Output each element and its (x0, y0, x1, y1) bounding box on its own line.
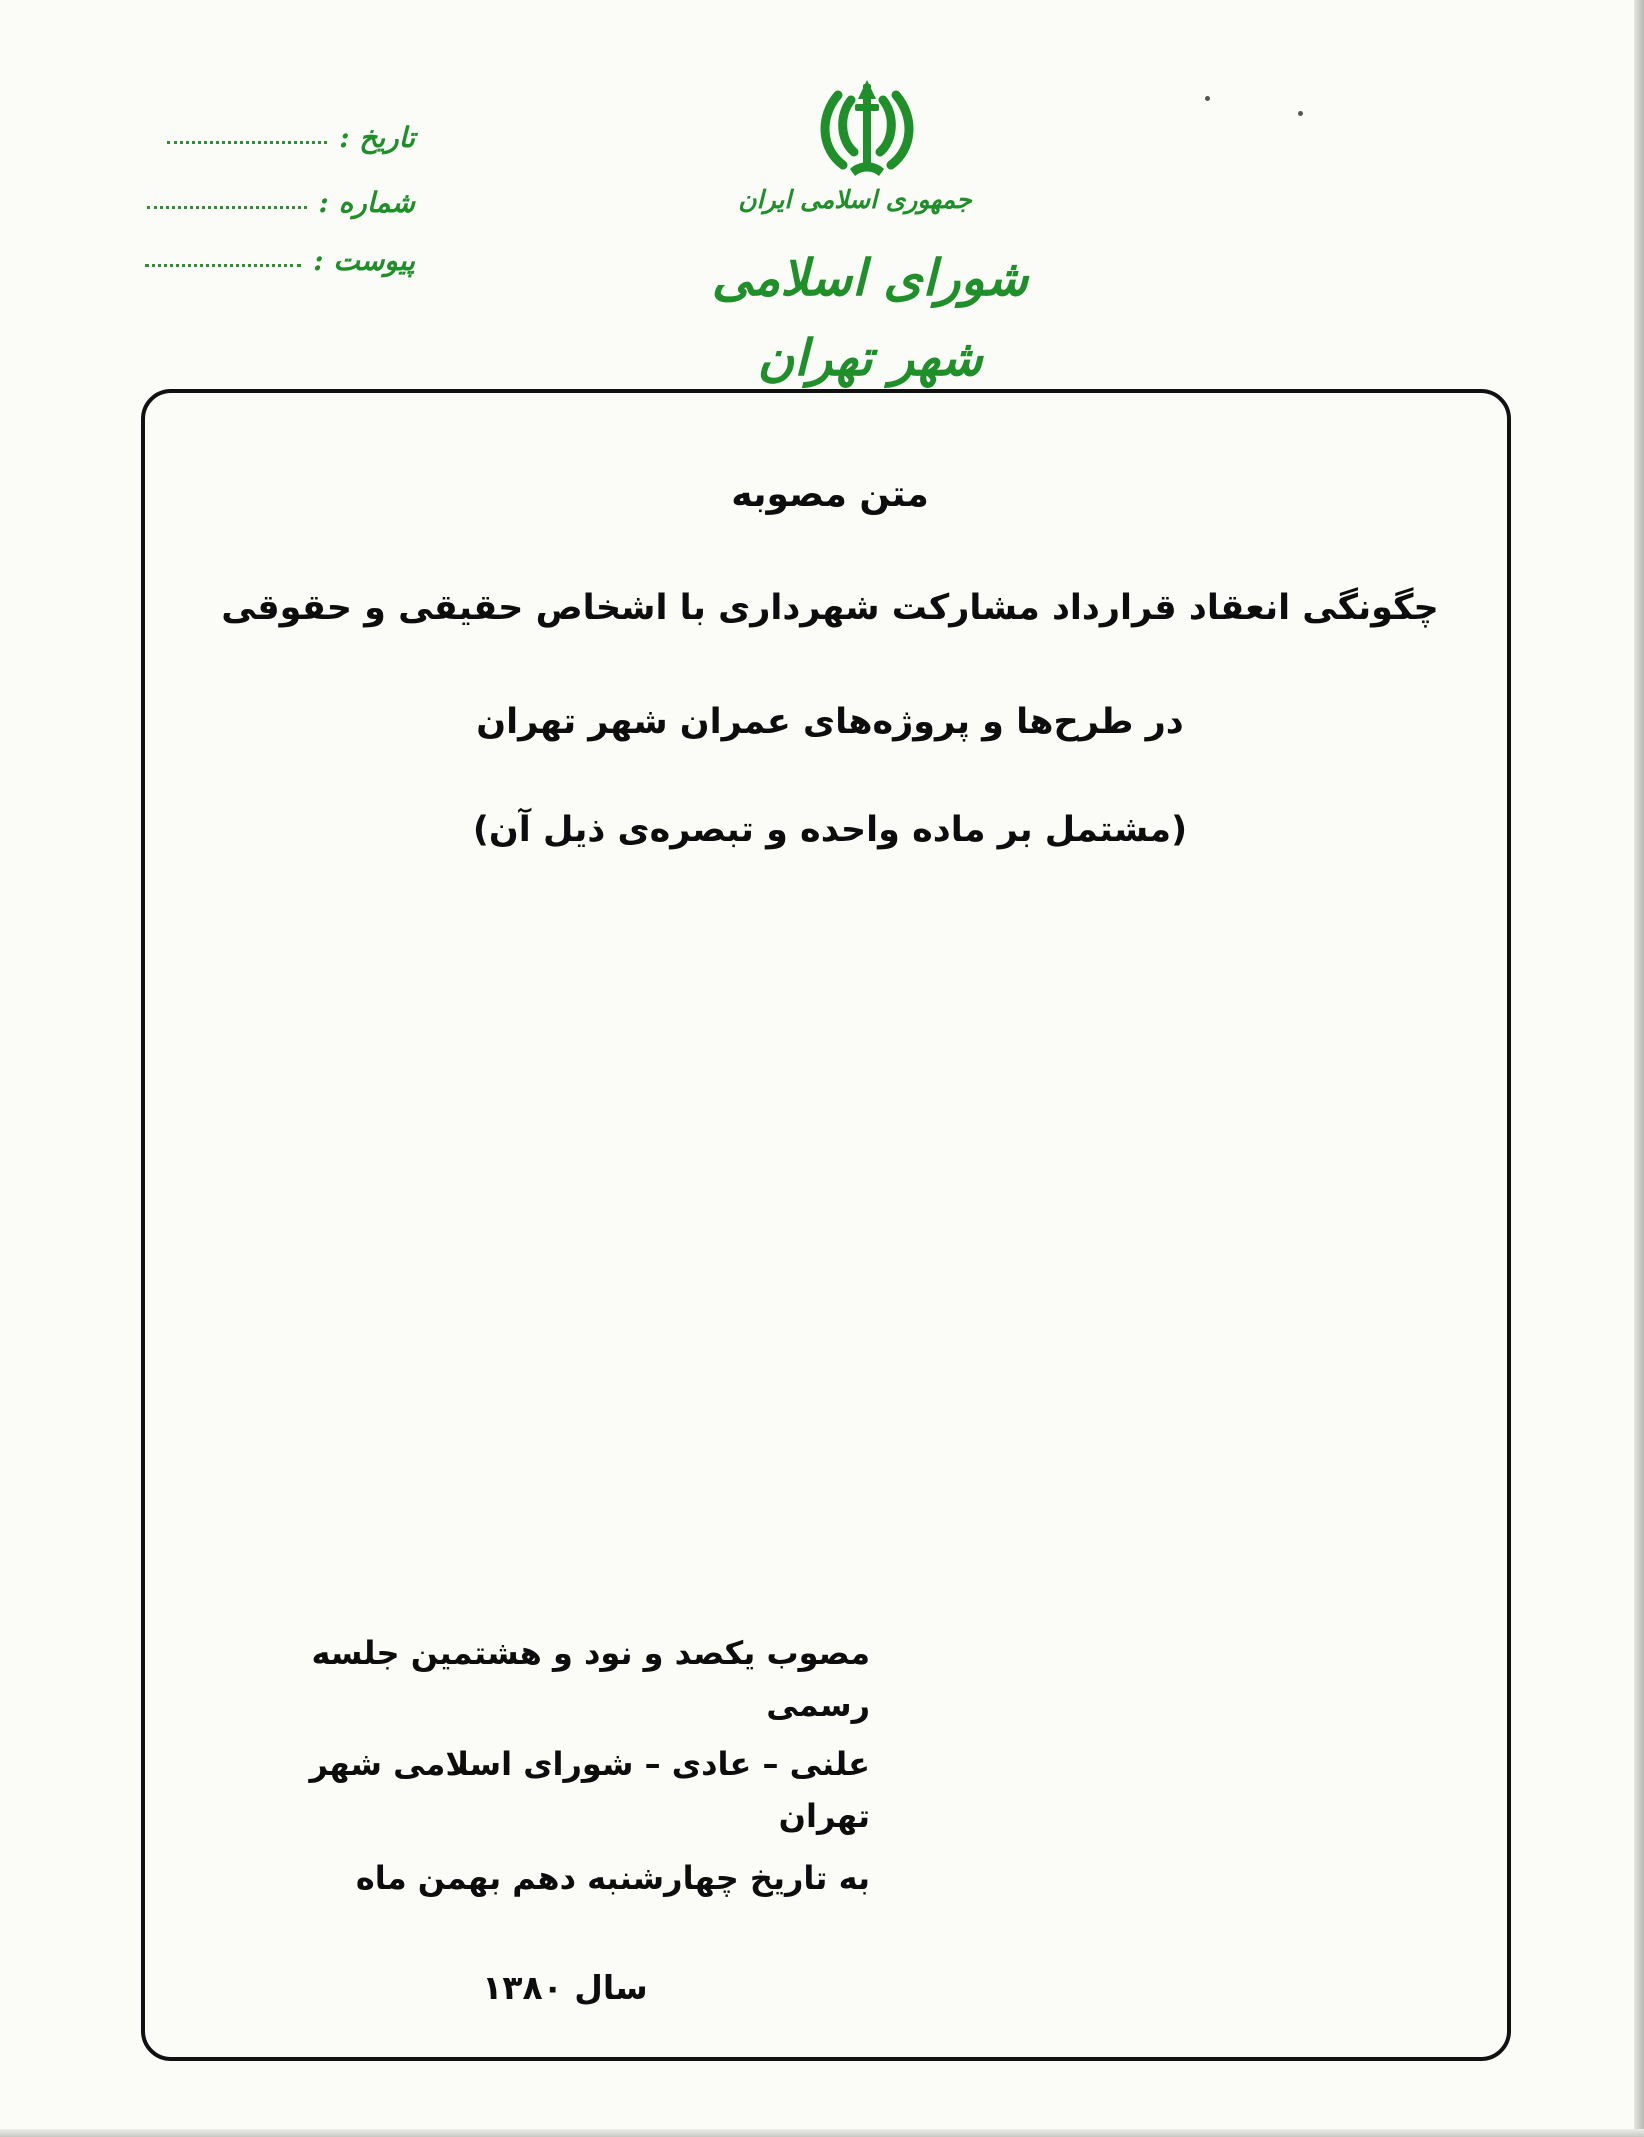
letterhead (0, 0, 1644, 387)
approval-line-3: به تاریخ چهارشنبه دهم بهمن ماه (355, 1859, 870, 1897)
attachment-dotted-line (145, 264, 301, 267)
scan-speck (1298, 111, 1303, 116)
date-label: تاریخ : (339, 120, 415, 154)
date-field (145, 117, 415, 157)
number-field (145, 182, 415, 222)
emblem-icon (811, 74, 923, 186)
number-dotted-line (147, 206, 307, 209)
approval-line-2: علنی – عادی – شورای اسلامی شهر تهران (309, 1745, 870, 1835)
scan-speck (1205, 96, 1210, 101)
document-title-line-2: در طرح‌ها و پروژه‌های عمران شهر تهران (476, 702, 1184, 742)
attachment-label: پیوست : (313, 243, 415, 277)
page-bottom-shadow (0, 2129, 1644, 2137)
approval-year: سال ۱۳۸۰ (482, 1968, 648, 2007)
attachment-field (145, 240, 415, 280)
document-title-line-3: (مشتمل بر ماده واحده و تبصره‌ی ذیل آن) (472, 810, 1188, 850)
council-heading: شورای اسلامی شهر تهران (711, 248, 1029, 387)
republic-heading: جمهوری اسلامی ایران (738, 185, 972, 214)
document-title-line-1: چگونگی انعقاد قرارداد مشارکت شهرداری با اشخاص حقیقی و حقوقی (221, 588, 1439, 628)
number-label: شماره : (318, 185, 415, 219)
approval-line-1: مصوب یکصد و نود و هشتمین جلسه رسمی (311, 1634, 870, 1724)
document-label: متن مصوبه (731, 474, 929, 515)
date-dotted-line (167, 141, 327, 144)
